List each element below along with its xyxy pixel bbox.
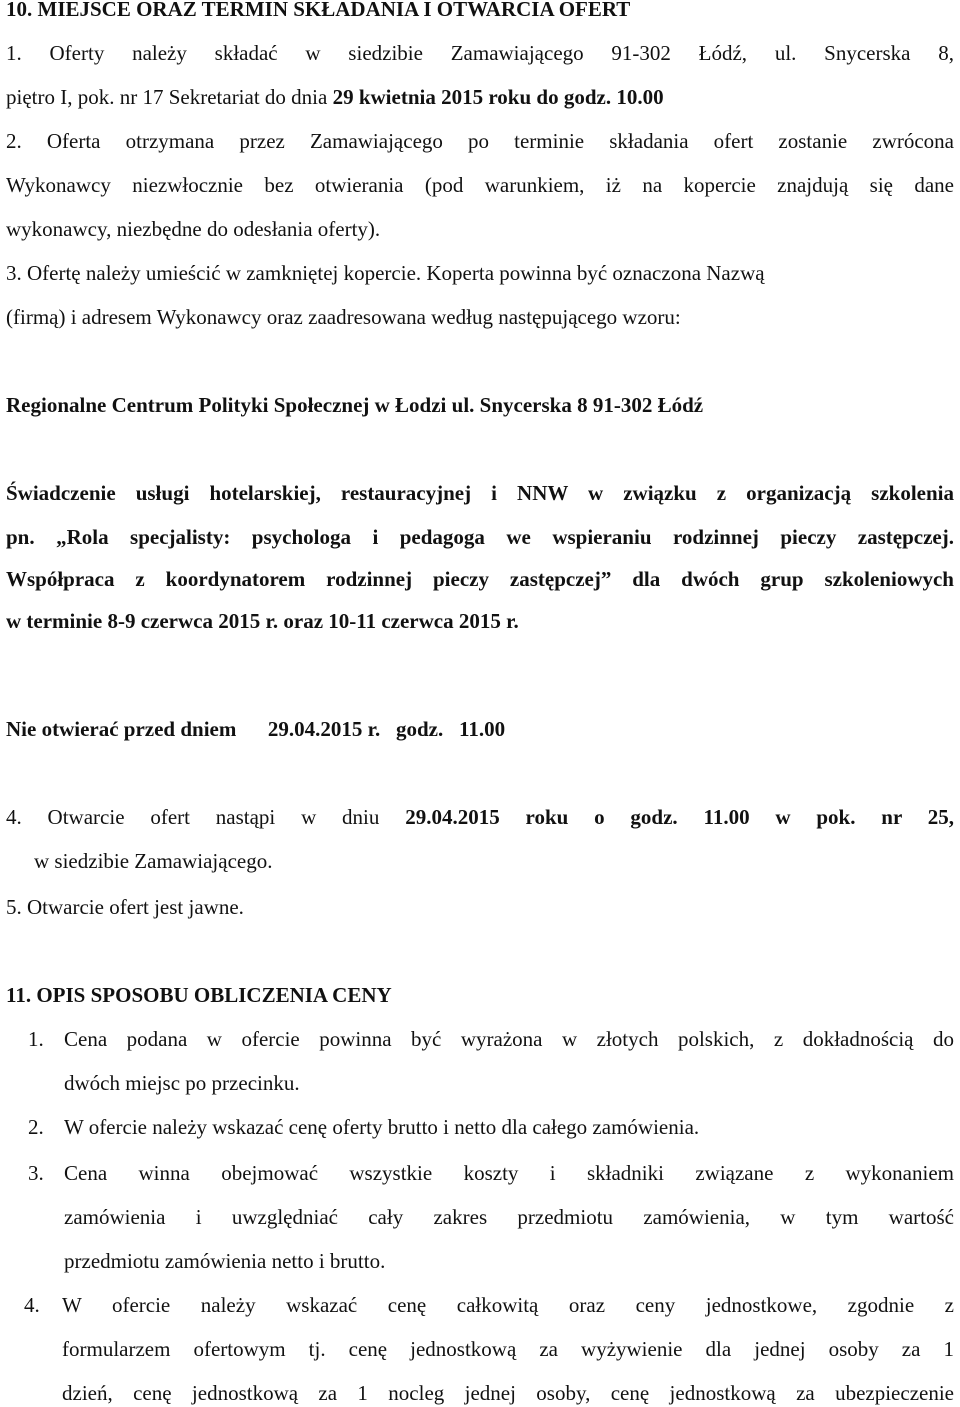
opening-date: 29.04.2015 roku o godz. 11.00 w pok. nr 25, (405, 805, 954, 829)
point-3-line-2: (firmą) i adresem Wykonawcy oraz zaadresowana według następującego wzoru: (6, 305, 681, 329)
item-3-line-3: przedmiotu zamówienia netto i brutto. (64, 1249, 386, 1273)
do-not-open-notice: Nie otwierać przed dniem 29.04.2015 r. godz. 11.00 (6, 717, 506, 741)
address-line: Regionalne Centrum Polityki Społecznej w Łodzi ul. Snycerska 8 91-302 Łódź (6, 393, 704, 417)
point-1-text: piętro I, pok. nr 17 Sekretariat do dnia (6, 85, 333, 109)
point-1-line-1: 1. Oferty należy składać w siedzibie Zamawiającego 91-302 Łódź, ul. Snycerska 8, (6, 41, 954, 65)
section-10-heading: 10. MIEJSCE ORAZ TERMIN SKŁADANIA I OTWARCIA OFERT (6, 0, 631, 21)
deadline-date: 29 kwietnia 2015 roku do godz. 10.00 (332, 85, 664, 109)
item-4-line-2: formularzem ofertowym tj. cenę jednostkową za wyżywienie dla jednej osoby za 1 (62, 1337, 954, 1361)
point-3-envelope: 3. Ofertę należy umieścić w zamkniętej kopercie. (6, 261, 422, 285)
item-4-number: 4. (24, 1293, 40, 1317)
item-4-line-1: W ofercie należy wskazać cenę całkowitą oraz ceny jednostkowe, zgodnie z (62, 1293, 954, 1317)
point-2-line-3: wykonawcy, niezbędne do odesłania oferty). (6, 217, 381, 241)
point-2-line-1: 2. Oferta otrzymana przez Zamawiającego po terminie składania ofert zostanie zwrócona (6, 129, 954, 153)
point-3-line-1 (6, 260, 954, 286)
item-2-line-1: W ofercie należy wskazać cenę oferty brutto i netto dla całego zamówienia. (64, 1115, 700, 1139)
item-2-number: 2. (28, 1115, 44, 1139)
service-line-4: w terminie 8-9 czerwca 2015 r. oraz 10-11 czerwca 2015 r. (6, 609, 519, 633)
service-line-2: pn. „Rola specjalisty: psychologa i pedagoga we wspieraniu rodzinnej pieczy zastępczej. (6, 525, 954, 549)
item-3-line-1: Cena winna obejmować wszystkie koszty i składniki związane z wykonaniem (64, 1161, 954, 1185)
point-3-marking: Koperta powinna być oznaczona Nazwą (421, 261, 765, 285)
service-line-3: Współpraca z koordynatorem rodzinnej pieczy zastępczej” dla dwóch grup szkoleniowych (6, 567, 954, 591)
point-2-line-2: Wykonawcy niezwłocznie bez otwierania (pod warunkiem, iż na kopercie znajdują się dane (6, 173, 954, 197)
point-4-line-1 (6, 804, 954, 830)
item-3-number: 3. (28, 1161, 44, 1185)
point-1-line-2 (6, 84, 664, 110)
item-1-line-2: dwóch miejsc po przecinku. (64, 1071, 300, 1095)
point-4-line-2: w siedzibie Zamawiającego. (34, 849, 273, 873)
point-4-text: 4. Otwarcie ofert nastąpi w dniu (6, 805, 406, 829)
item-1-number: 1. (28, 1027, 44, 1051)
section-11-heading: 11. OPIS SPOSOBU OBLICZENIA CENY (6, 983, 392, 1007)
service-line-1: Świadczenie usługi hotelarskiej, restauracyjnej i NNW w związku z organizacją szkolenia (6, 481, 954, 505)
item-3-line-2: zamówienia i uwzględniać cały zakres przedmiotu zamówienia, w tym wartość (64, 1205, 954, 1229)
item-4-line-3: dzień, cenę jednostkową za 1 nocleg jednej osoby, cenę jednostkową za ubezpieczenie (62, 1381, 954, 1405)
point-5: 5. Otwarcie ofert jest jawne. (6, 895, 244, 919)
item-1-line-1: Cena podana w ofercie powinna być wyrażona w złotych polskich, z dokładnością do (64, 1027, 954, 1051)
